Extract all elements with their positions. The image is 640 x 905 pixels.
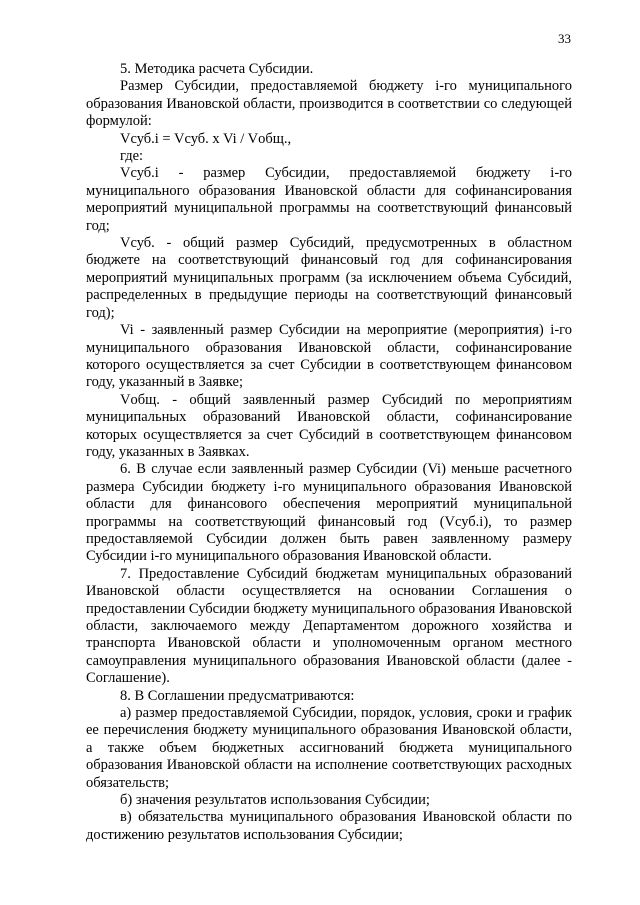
definition-vsub: Vсуб. - общий размер Субсидий, предусмотренных в областном бюджете на соответствующий финансовый год для софинансирования мероприятий муниципальных программ (за исключением объема Субсидий, распределенных в предыдущие периоды на соответствующий финансовый год); (86, 235, 572, 321)
paragraph-7: 7. Предоставление Субсидий бюджетам муниципальных образований Ивановской области осуществляется на основании Соглашения о предоставлении Субсидии бюджету муниципального образования Ивановской области, заключаемого между Департаментом дорожного хозяйства и транспорта Ивановской области и уполномоченным органом местного самоуправления муниципального образования Ивановской области (далее - Соглашение). (86, 565, 572, 687)
list-item-a: а) размер предоставляемой Субсидии, порядок, условия, сроки и график ее перечисления бюджету муниципального образования Ивановской области, а также объем бюджетных ассигнований бюджета муниципального образования Ивановской области на исполнение соответствующих расходных обязательств; (86, 705, 572, 791)
list-item-v: в) обязательства муниципального образования Ивановской области по достижению результатов использования Субсидии; (86, 809, 572, 843)
page-number: 33 (558, 31, 571, 46)
section-heading-5: 5. Методика расчета Субсидии. (120, 61, 314, 77)
list-item-b: б) значения результатов использования Субсидии; (120, 792, 430, 809)
formula: Vсуб.i = Vсуб. x Vi / Vобщ., (120, 130, 292, 147)
definition-vsub-i: Vсуб.i - размер Субсидии, предоставляемой бюджету i-го муниципального образования Ивановской области для софинансирования мероприятий муниципальной программы на соответствующий финансовый год; (86, 165, 572, 234)
document-body (86, 61, 572, 844)
formula-where: где: (120, 148, 144, 165)
definition-vi: Vi - заявленный размер Субсидии на мероприятие (мероприятия) i-го муниципального образования Ивановской области, софинансирование которого осуществляется за счет Субсидии в соответствующем финансовом году, указанный в Заявке; (86, 322, 572, 391)
paragraph-6: 6. В случае если заявленный размер Субсидии (Vi) меньше расчетного размера Субсидии бюджету i-го муниципального образования Ивановской области для финансового обеспечения мероприятий муниципальной программы на соответствующий финансовый год (Vсуб.i), то размер предоставляемой Субсидии должен быть равен заявленному размеру Субсидии i-го муниципального образования Ивановской области. (86, 461, 572, 565)
definition-vobsch: Vобщ. - общий заявленный размер Субсидий по мероприятиям муниципальных образований Ивановской области, софинансирование которых осуществляется за счет Субсидий в соответствующем финансовом году, указанных в Заявках. (86, 391, 572, 460)
paragraph-subsidy-size: Размер Субсидии, предоставляемой бюджету i-го муниципального образования Ивановской области, производится в соответствии со следующей формулой: (86, 78, 572, 130)
paragraph-8: 8. В Соглашении предусматриваются: (120, 687, 355, 704)
